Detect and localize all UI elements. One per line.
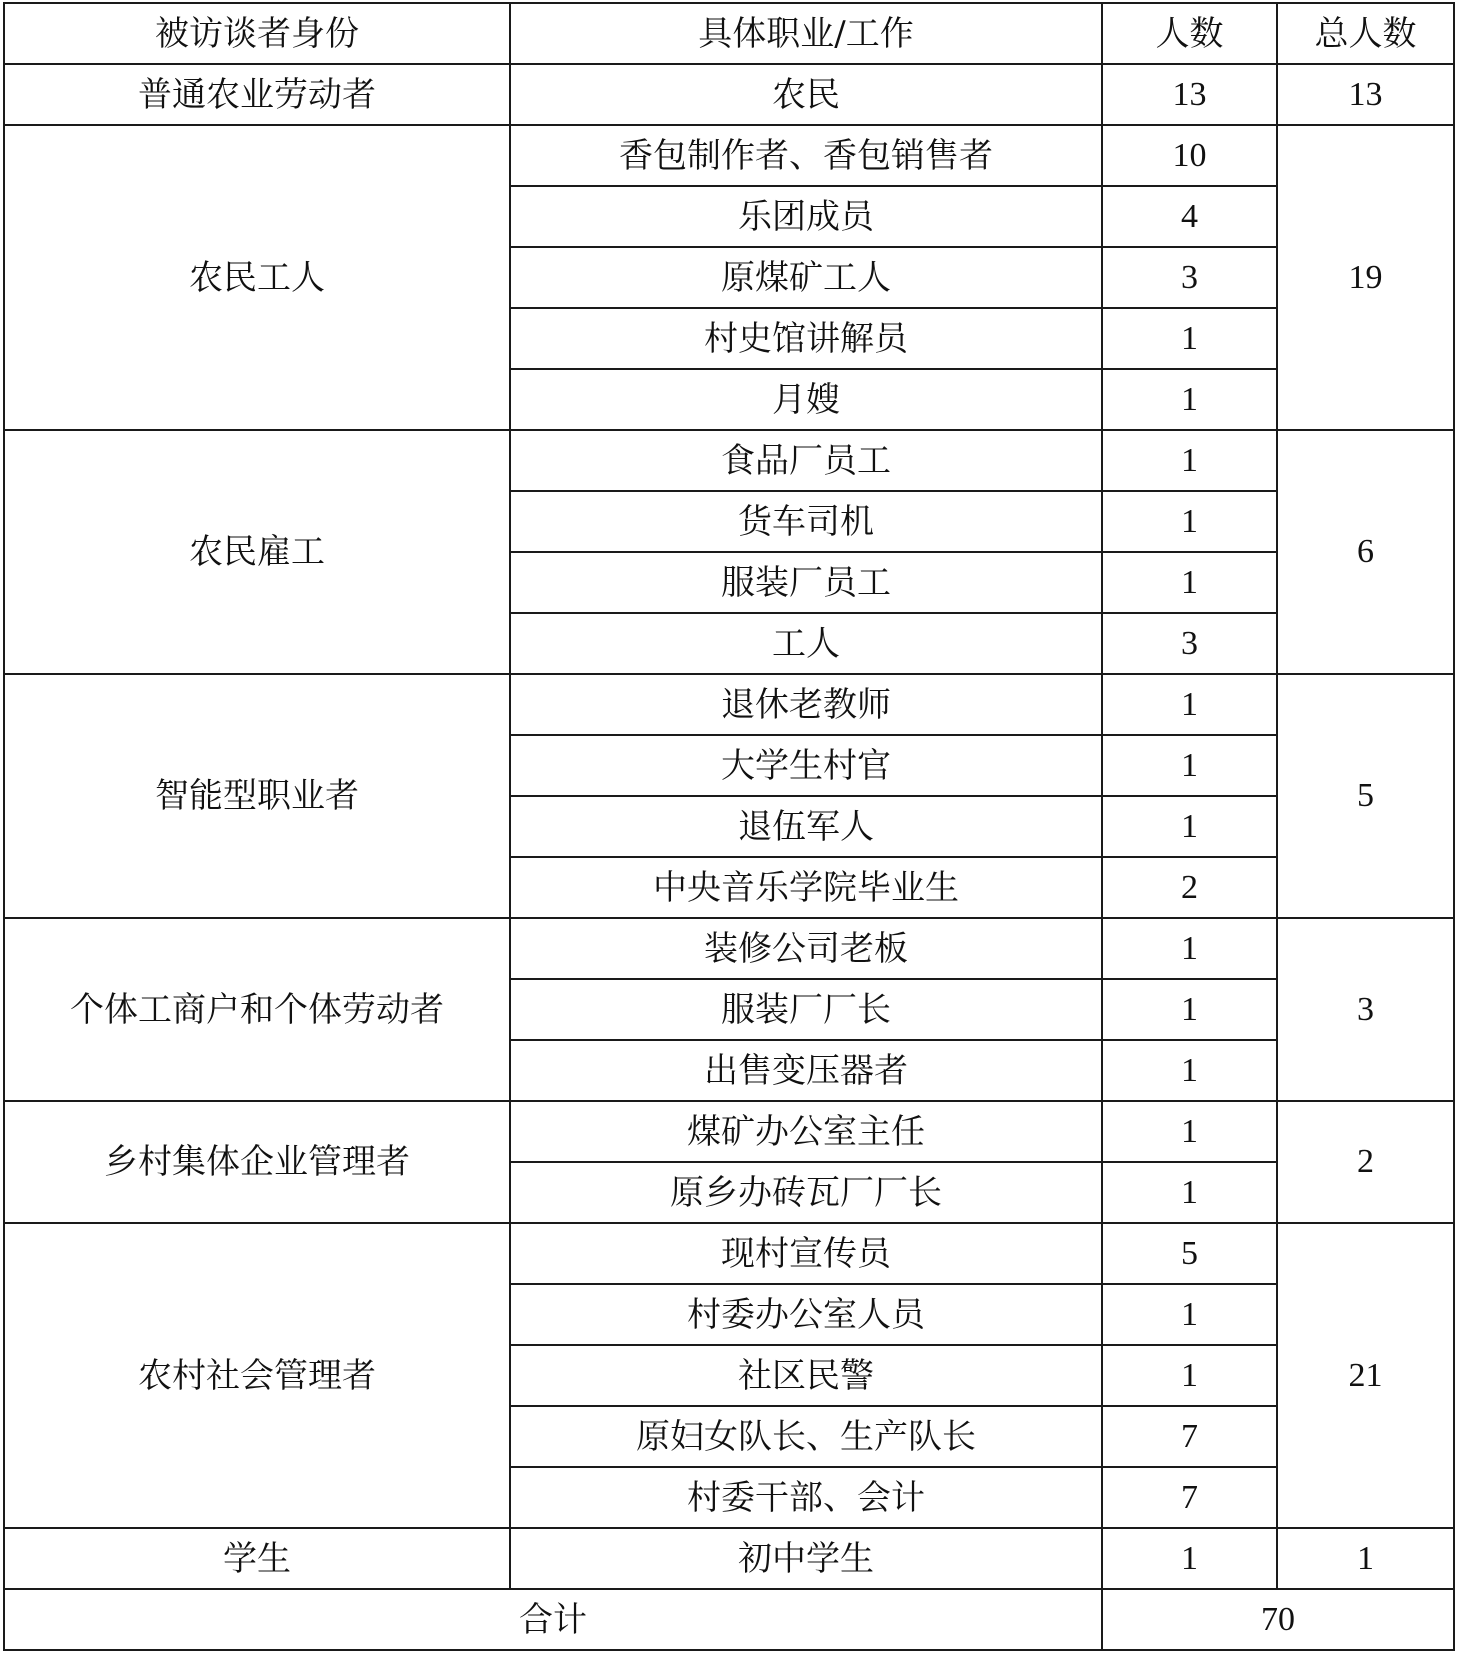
count-cell: 1 [1102,1284,1277,1345]
job-cell: 村史馆讲解员 [510,308,1102,369]
job-cell: 退休老教师 [510,674,1102,735]
count-cell: 7 [1102,1406,1277,1467]
group-total-cell: 13 [1277,64,1454,125]
count-cell: 1 [1102,308,1277,369]
identity-cell: 农民雇工 [4,430,510,674]
header-identity: 被访谈者身份 [4,3,510,64]
count-cell: 2 [1102,857,1277,918]
count-cell: 13 [1102,64,1277,125]
job-cell: 村委干部、会计 [510,1467,1102,1528]
identity-cell: 个体工商户和个体劳动者 [4,918,510,1101]
group-total-cell: 2 [1277,1101,1454,1223]
job-cell: 装修公司老板 [510,918,1102,979]
count-cell: 1 [1102,796,1277,857]
table-row [4,430,1454,491]
count-cell: 10 [1102,125,1277,186]
job-cell: 乐团成员 [510,186,1102,247]
interviewee-table [3,2,1455,1651]
job-cell: 原煤矿工人 [510,247,1102,308]
count-cell: 1 [1102,369,1277,430]
count-cell: 3 [1102,613,1277,674]
count-cell: 1 [1102,430,1277,491]
count-cell: 1 [1102,1101,1277,1162]
group-total-cell: 19 [1277,125,1454,430]
count-cell: 7 [1102,1467,1277,1528]
table-row [4,1223,1454,1284]
count-cell: 1 [1102,1162,1277,1223]
table-row [4,918,1454,979]
job-cell: 农民 [510,64,1102,125]
group-total-cell: 3 [1277,918,1454,1101]
identity-cell: 乡村集体企业管理者 [4,1101,510,1223]
identity-cell: 农民工人 [4,125,510,430]
job-cell: 服装厂员工 [510,552,1102,613]
count-cell: 1 [1102,918,1277,979]
count-cell: 1 [1102,1345,1277,1406]
job-cell: 原乡办砖瓦厂厂长 [510,1162,1102,1223]
group-total-cell: 21 [1277,1223,1454,1528]
job-cell: 现村宣传员 [510,1223,1102,1284]
identity-cell: 智能型职业者 [4,674,510,918]
count-cell: 1 [1102,674,1277,735]
job-cell: 退伍军人 [510,796,1102,857]
job-cell: 煤矿办公室主任 [510,1101,1102,1162]
group-total-cell: 1 [1277,1528,1454,1589]
footer-label: 合计 [4,1589,1102,1650]
identity-cell: 普通农业劳动者 [4,64,510,125]
job-cell: 原妇女队长、生产队长 [510,1406,1102,1467]
header-row [4,3,1454,64]
table-body [4,64,1454,1589]
group-total-cell: 6 [1277,430,1454,674]
job-cell: 服装厂厂长 [510,979,1102,1040]
identity-cell: 学生 [4,1528,510,1589]
count-cell: 1 [1102,552,1277,613]
job-cell: 中央音乐学院毕业生 [510,857,1102,918]
job-cell: 食品厂员工 [510,430,1102,491]
job-cell: 货车司机 [510,491,1102,552]
job-cell: 大学生村官 [510,735,1102,796]
job-cell: 工人 [510,613,1102,674]
footer-row [4,1589,1454,1650]
job-cell: 出售变压器者 [510,1040,1102,1101]
group-total-cell: 5 [1277,674,1454,918]
table-row [4,1528,1454,1589]
header-count: 人数 [1102,3,1277,64]
count-cell: 3 [1102,247,1277,308]
job-cell: 村委办公室人员 [510,1284,1102,1345]
table-row [4,1101,1454,1162]
count-cell: 4 [1102,186,1277,247]
count-cell: 1 [1102,1040,1277,1101]
count-cell: 1 [1102,979,1277,1040]
footer-total: 70 [1102,1589,1454,1650]
identity-cell: 农村社会管理者 [4,1223,510,1528]
job-cell: 月嫂 [510,369,1102,430]
count-cell: 1 [1102,491,1277,552]
count-cell: 1 [1102,1528,1277,1589]
job-cell: 社区民警 [510,1345,1102,1406]
count-cell: 5 [1102,1223,1277,1284]
document-page [3,2,1453,1651]
job-cell: 香包制作者、香包销售者 [510,125,1102,186]
header-job: 具体职业/工作 [510,3,1102,64]
count-cell: 1 [1102,735,1277,796]
job-cell: 初中学生 [510,1528,1102,1589]
table-row [4,674,1454,735]
header-total: 总人数 [1277,3,1454,64]
table-row [4,125,1454,186]
table-row [4,64,1454,125]
